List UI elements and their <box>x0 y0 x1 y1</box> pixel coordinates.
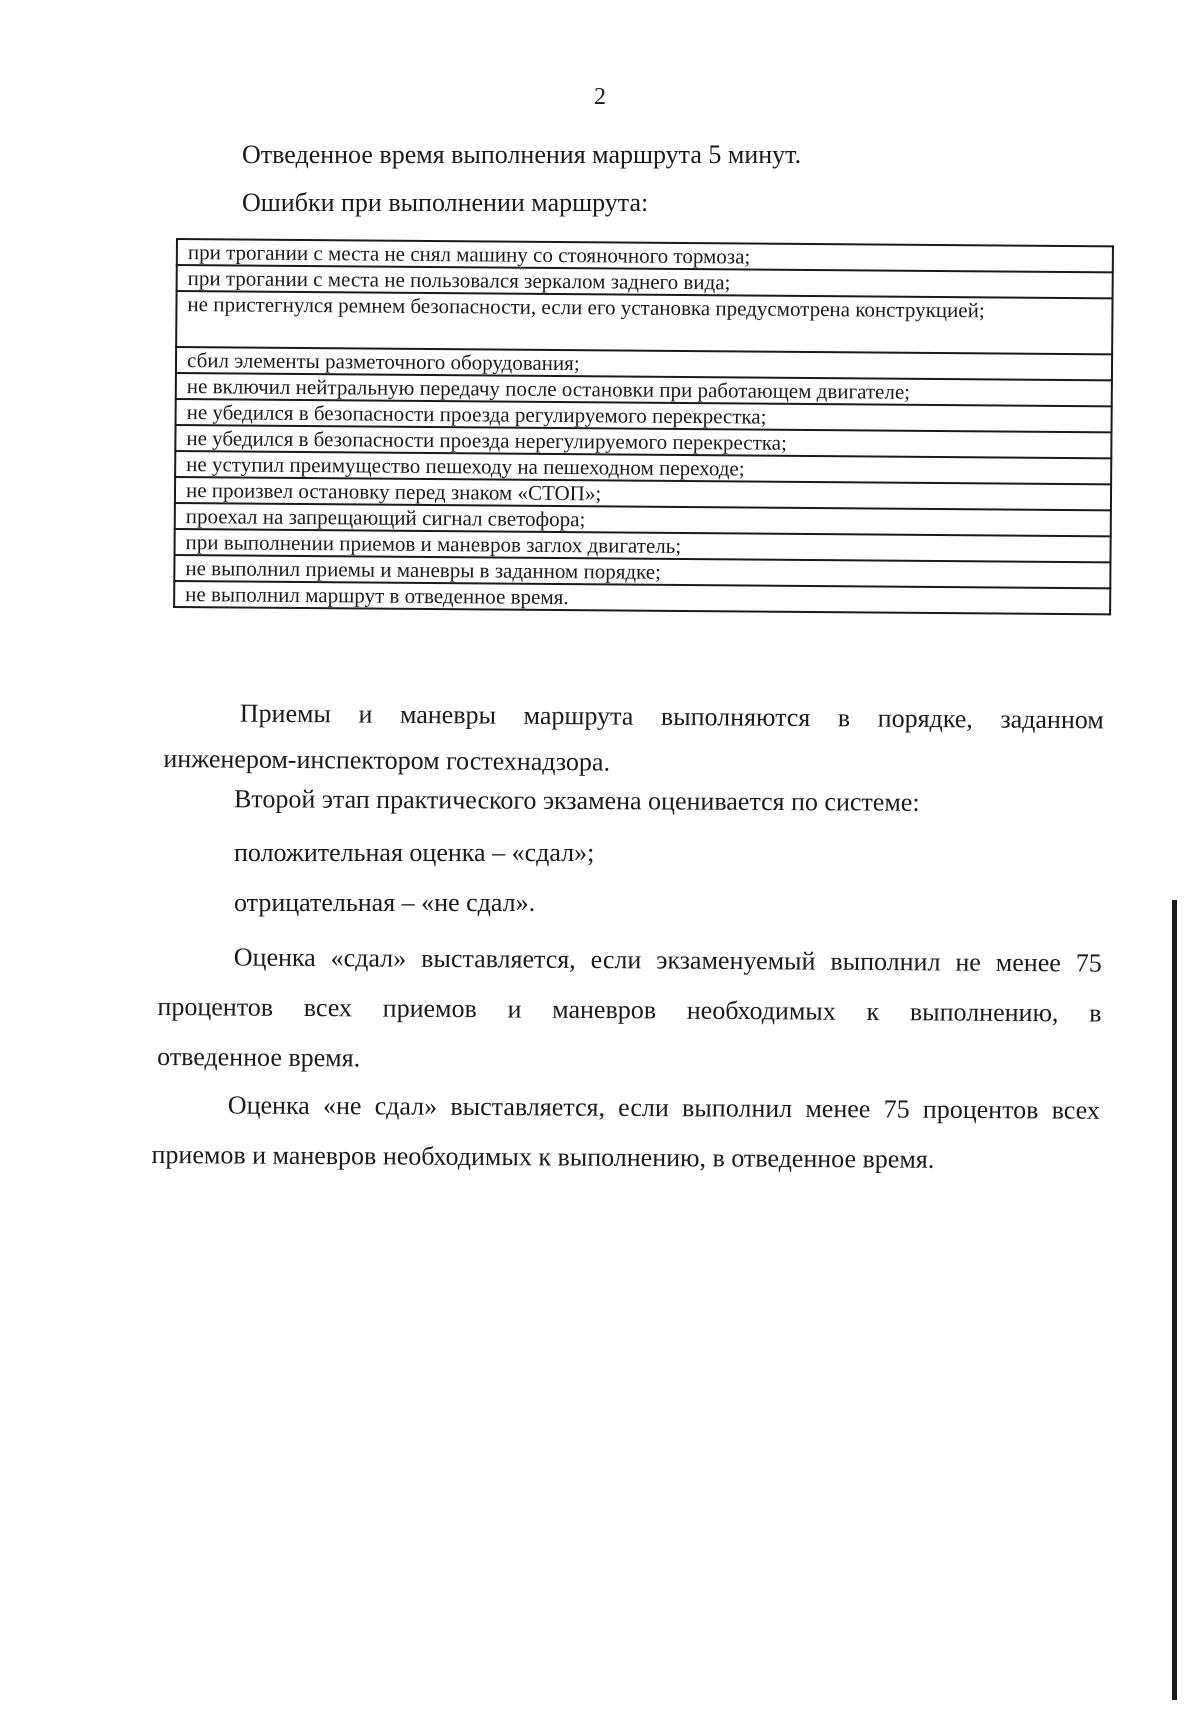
negative-grade-text: отрицательная – «не сдал». <box>234 888 536 917</box>
allotted-time-text: Отведенное время выполнения маршрута 5 минут. <box>242 140 802 169</box>
order-paragraph-line: инженером-инспектором гостехнадзора. <box>163 743 611 777</box>
pass-paragraph-line: отведенное время. <box>157 1041 361 1073</box>
errors-heading: Ошибки при выполнении маршрута: <box>242 188 649 217</box>
error-cell: при трогании с места не пользовался зеркалом заднего вида; <box>177 265 1113 298</box>
grading-system-text: Второй этап практического экзамена оценивается по системе: <box>233 784 920 817</box>
error-cell: сбил элементы разметочного оборудования; <box>176 347 1112 380</box>
fail-paragraph-line: приемов и маневров необходимых к выполнению, в отведенное время. <box>151 1139 935 1174</box>
error-cell: при трогании с места не снял машину со стояночного тормоза; <box>177 239 1113 272</box>
fail-paragraph-line: Оценка «не сдал» выставляется, если выполнил менее 75 процентов всех <box>227 1090 1100 1125</box>
error-cell: не выполнил маршрут в отведенное время. <box>174 581 1110 614</box>
order-paragraph <box>163 690 1104 789</box>
error-cell: не убедился в безопасности проезда регулируемого перекрестка; <box>176 399 1112 432</box>
error-cell: не пристегнулся ремнем безопасности, если его установка предусмотрена конструкцией; <box>176 291 1112 354</box>
page-number: 2 <box>594 84 606 110</box>
error-cell: не убедился в безопасности проезда нерегулируемого перекрестка; <box>175 425 1111 458</box>
order-paragraph-line: Приемы и маневры маршрута выполняются в порядке, заданном <box>239 698 1104 735</box>
error-cell: не уступил преимущество пешеходу на пешеходном переходе; <box>175 451 1111 484</box>
error-cell: не включил нейтральную передачу после остановки при работающем двигателе; <box>176 373 1112 406</box>
error-cell: проехал на запрещающий сигнал светофора; <box>175 503 1111 536</box>
error-cell: при выполнении приемов и маневров заглох двигатель; <box>175 529 1111 562</box>
scan-edge-line <box>1172 900 1177 1700</box>
errors-table <box>173 238 1114 615</box>
pass-criteria-paragraph <box>157 932 1102 1089</box>
pass-paragraph-line: Оценка «сдал» выставляется, если экзаменуемый выполнил не менее 75 <box>233 942 1102 978</box>
error-cell: не выполнил приемы и маневры в заданном порядке; <box>174 555 1110 588</box>
table-row <box>176 291 1112 354</box>
fail-criteria-paragraph <box>151 1080 1100 1186</box>
error-cell: не произвел остановку перед знаком «СТОП»; <box>175 477 1111 510</box>
pass-paragraph-line: процентов всех приемов и маневров необходимых к выполнению, в <box>157 991 1102 1028</box>
positive-grade-text: положительная оценка – «сдал»; <box>234 838 595 867</box>
